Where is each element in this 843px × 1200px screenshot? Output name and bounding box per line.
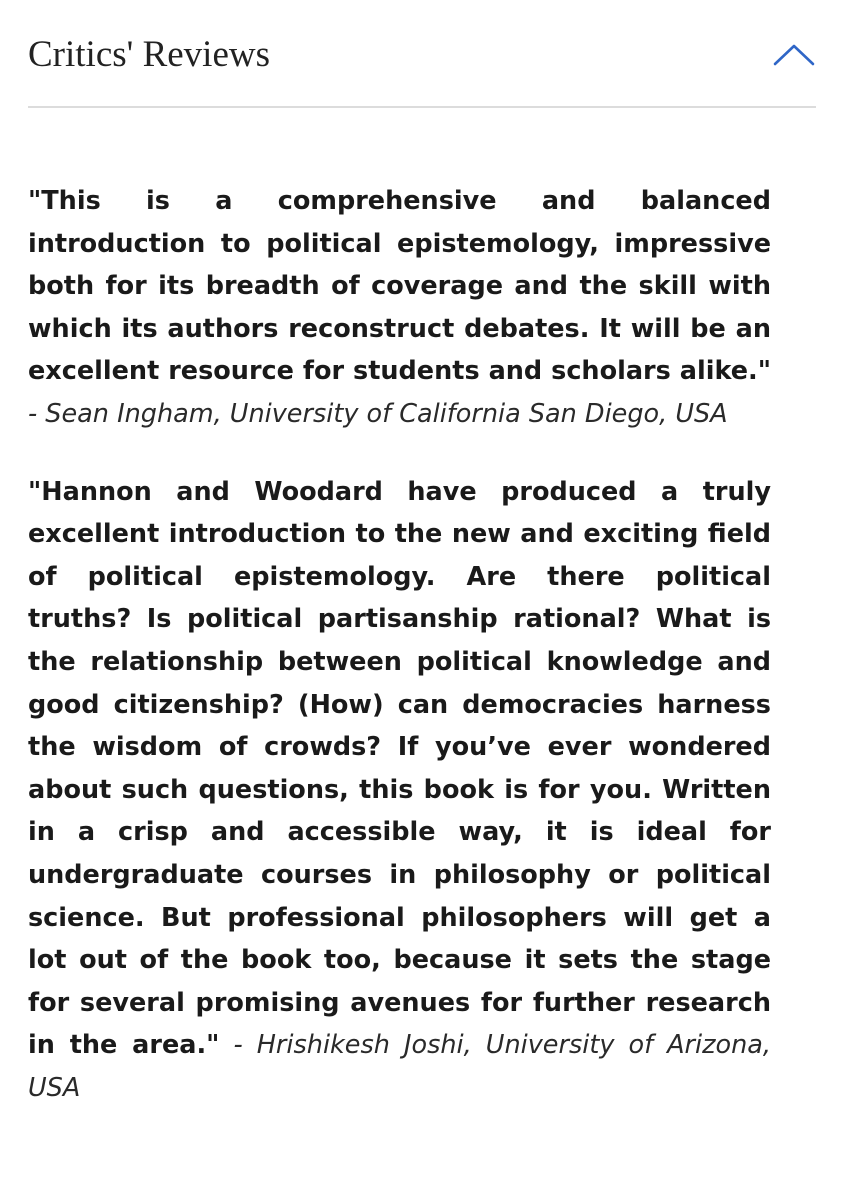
review-attribution: - Sean Ingham, University of California San Diego, USA [28,398,728,429]
review-quote: "This is a comprehensive and balanced introduction to political epistemology, impressive both for its breadth of coverage and the skill with which its authors reconstruct debates. It will be an excellent resource for students and scholars alike." [28,186,771,387]
review-item [28,471,771,1110]
review-attribution: - Hrishikesh Joshi, University of Arizona, USA [28,1030,771,1103]
reviews-list [28,180,771,1144]
section-title: Critics' Reviews [28,34,270,75]
review-item [28,180,771,436]
critics-reviews-header[interactable] [28,24,816,108]
review-quote: "Hannon and Woodard have produced a truly excellent introduction to the new and exciting field of political epistemology. Are there political truths? Is political partisanship rational? What is the relationship between political knowledge and good citizenship? (How) can democracies harness the wisdom of crowds? If you’ve ever wondered about such questions, this book is for you. Written in a crisp and accessible way, it is ideal for undergraduate courses in philosophy or political science. But professional philosophers will get a lot out of the book too, because it sets the stage for several promising avenues for further research in the area." [28,476,771,1061]
collapse-toggle-button[interactable] [772,38,816,72]
chevron-up-icon [772,38,816,72]
